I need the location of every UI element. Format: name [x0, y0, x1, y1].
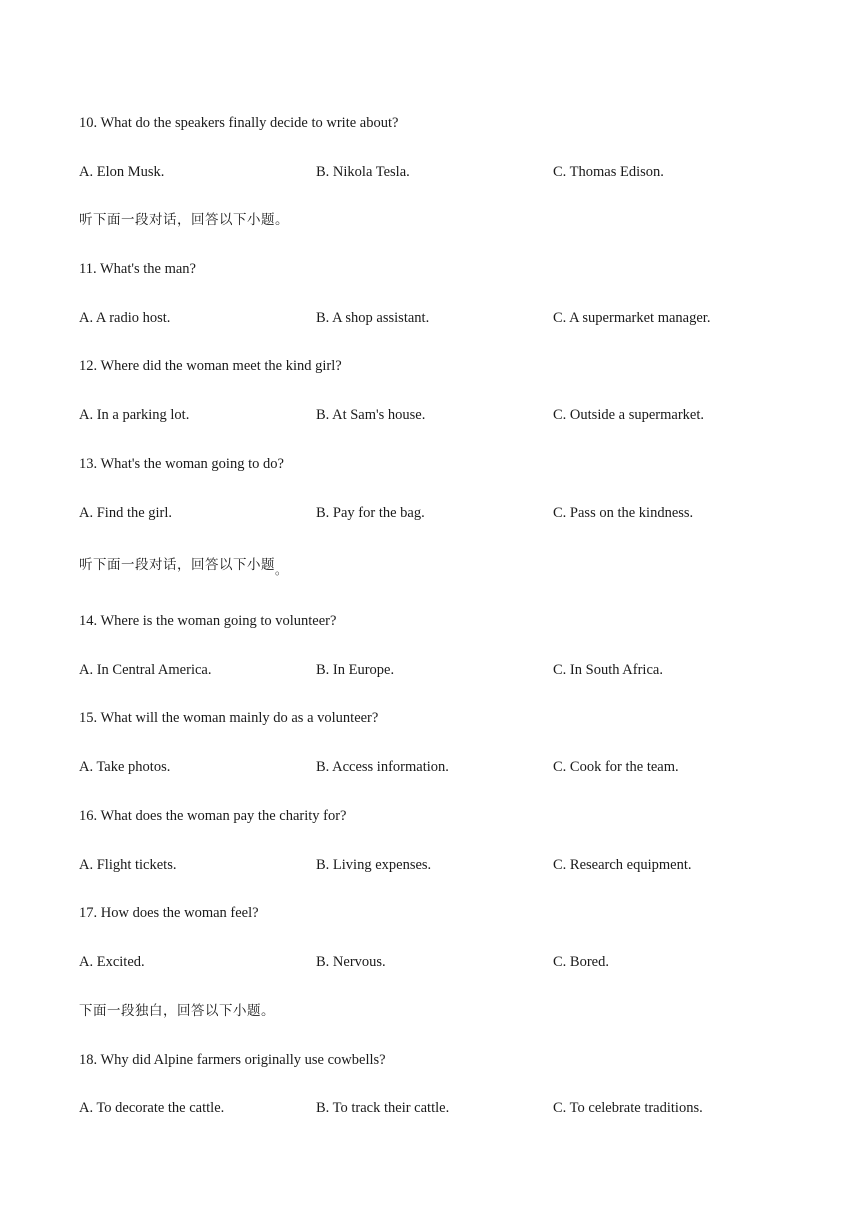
question-10: 10. What do the speakers finally decide to write about? — [79, 115, 399, 131]
instruction-monologue: 下面一段独白，回答以下小题。 — [79, 1003, 275, 1019]
q10-option-b: B. Nikola Tesla. — [316, 164, 410, 180]
q18-option-c: C. To celebrate traditions. — [553, 1100, 703, 1116]
question-17: 17. How does the woman feel? — [79, 905, 259, 921]
q17-option-a: A. Excited. — [79, 954, 145, 970]
question-14: 14. Where is the woman going to volunteer? — [79, 613, 337, 629]
q14-option-b: B. In Europe. — [316, 662, 395, 678]
question-13: 13. What's the woman going to do? — [79, 456, 284, 472]
q16-option-b: B. Living expenses. — [316, 857, 432, 873]
question-11: 11. What's the man? — [79, 261, 196, 277]
q13-option-a: A. Find the girl. — [79, 505, 173, 521]
q16-option-a: A. Flight tickets. — [79, 857, 177, 873]
q14-option-c: C. In South Africa. — [553, 662, 663, 678]
question-18: 18. Why did Alpine farmers originally use cowbells? — [79, 1052, 386, 1068]
instruction-dialogue-2-text: 听下面一段对话，回答以下小题 — [79, 557, 275, 573]
q13-option-c: C. Pass on the kindness. — [553, 505, 694, 521]
instruction-dialogue-2-mark: 。 — [275, 563, 288, 577]
q18-option-a: A. To decorate the cattle. — [79, 1100, 225, 1116]
q11-option-b: B. A shop assistant. — [316, 310, 430, 326]
q17-option-b: B. Nervous. — [316, 954, 386, 970]
q15-option-a: A. Take photos. — [79, 759, 171, 775]
q14-option-a: A. In Central America. — [79, 662, 212, 678]
q11-option-c: C. A supermarket manager. — [553, 310, 711, 326]
question-16: 16. What does the woman pay the charity for? — [79, 808, 347, 824]
q12-option-c: C. Outside a supermarket. — [553, 407, 705, 423]
q17-option-c: C. Bored. — [553, 954, 609, 970]
q16-option-c: C. Research equipment. — [553, 857, 692, 873]
instruction-dialogue-2 — [79, 556, 288, 577]
q13-option-b: B. Pay for the bag. — [316, 505, 425, 521]
question-12: 12. Where did the woman meet the kind girl? — [79, 358, 342, 374]
q11-option-a: A. A radio host. — [79, 310, 171, 326]
q15-option-c: C. Cook for the team. — [553, 759, 679, 775]
question-15: 15. What will the woman mainly do as a volunteer? — [79, 710, 379, 726]
q18-option-b: B. To track their cattle. — [316, 1100, 450, 1116]
q12-option-a: A. In a parking lot. — [79, 407, 190, 423]
q12-option-b: B. At Sam's house. — [316, 407, 426, 423]
instruction-dialogue-1: 听下面一段对话，回答以下小题。 — [79, 212, 289, 228]
q10-option-a: A. Elon Musk. — [79, 164, 165, 180]
q10-option-c: C. Thomas Edison. — [553, 164, 664, 180]
q15-option-b: B. Access information. — [316, 759, 449, 775]
